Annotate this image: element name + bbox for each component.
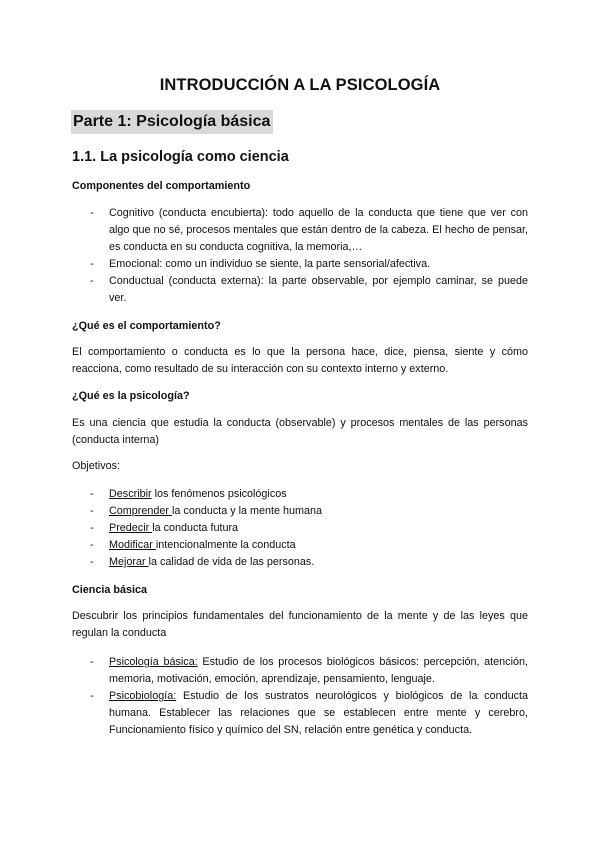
- dash-bullet: -: [90, 207, 94, 219]
- behavior-heading: ¿Qué es el comportamiento?: [72, 320, 221, 332]
- section-heading: 1.1. La psicología como ciencia: [72, 149, 289, 165]
- list-item: - Emocional: como un individuo se siente, la parte sensorial/afectiva.: [0, 256, 528, 273]
- basic-science-heading: Ciencia básica: [72, 584, 148, 596]
- dash-bullet: -: [90, 690, 94, 702]
- list-item: - Modificar intencionalmente la conducta: [0, 537, 528, 554]
- psychology-paragraph: Es una ciencia que estudia la conducta (observable) y procesos mentales de las personas (conducta interna): [72, 417, 528, 446]
- dash-bullet: -: [90, 488, 94, 500]
- objectives-label: Objetivos:: [72, 460, 121, 472]
- components-heading: Componentes del comportamiento: [72, 180, 251, 192]
- dash-bullet: -: [90, 505, 94, 517]
- dash-bullet: -: [90, 656, 94, 668]
- psychology-heading: ¿Qué es la psicología?: [72, 390, 190, 402]
- document-title: INTRODUCCIÓN A LA PSICOLOGÍA: [159, 76, 441, 94]
- dash-bullet: -: [90, 522, 94, 534]
- basic-science-paragraph: Descubrir los principios fundamentales del funcionamiento de la mente y de las leyes que regulan la conducta: [72, 610, 528, 639]
- components-list: [0, 205, 600, 307]
- dash-bullet: -: [90, 258, 94, 270]
- basic-science-list: [0, 654, 600, 739]
- list-item: - Comprender la conducta y la mente humana: [0, 503, 528, 520]
- list-item: - Conductual (conducta externa): la parte observable, por ejemplo caminar, se puede ver.: [90, 275, 528, 304]
- dash-bullet: -: [90, 275, 94, 287]
- dash-bullet: -: [90, 556, 94, 568]
- list-item: - Psicología básica: Estudio de los procesos biológicos básicos: percepción, atención, memoria, motivación, emoción, aprendizaje, pensamiento, lenguaje.: [90, 656, 528, 685]
- behavior-paragraph: El comportamiento o conducta es lo que la persona hace, dice, piensa, siente y cómo reacciona, como resultado de su interacción con su contexto interno y externo.: [72, 346, 528, 375]
- dash-bullet: -: [90, 539, 94, 551]
- objectives-list: [0, 486, 600, 571]
- list-item: - Psicobiología: Estudio de los sustratos neurológicos y biológicos de la conducta humana. Establecer las relaciones que se establecen entre mente y cerebro, Funcionamiento físico y químico del SN, relación entre genética y conducta.: [90, 690, 528, 736]
- list-item: - Describir los fenómenos psicológicos: [0, 486, 528, 503]
- list-item: - Predecir la conducta futura: [0, 520, 528, 537]
- part-heading: Parte 1: Psicología básica: [71, 110, 273, 134]
- list-item: - Cognitivo (conducta encubierta): todo aquello de la conducta que tiene que ver con algo que no sé, procesos mentales que están dentro de la cabeza. El hecho de pensar, es conducta en su conducta cognitiva, la memoria,…: [90, 207, 528, 253]
- list-item: - Mejorar la calidad de vida de las personas.: [0, 554, 528, 571]
